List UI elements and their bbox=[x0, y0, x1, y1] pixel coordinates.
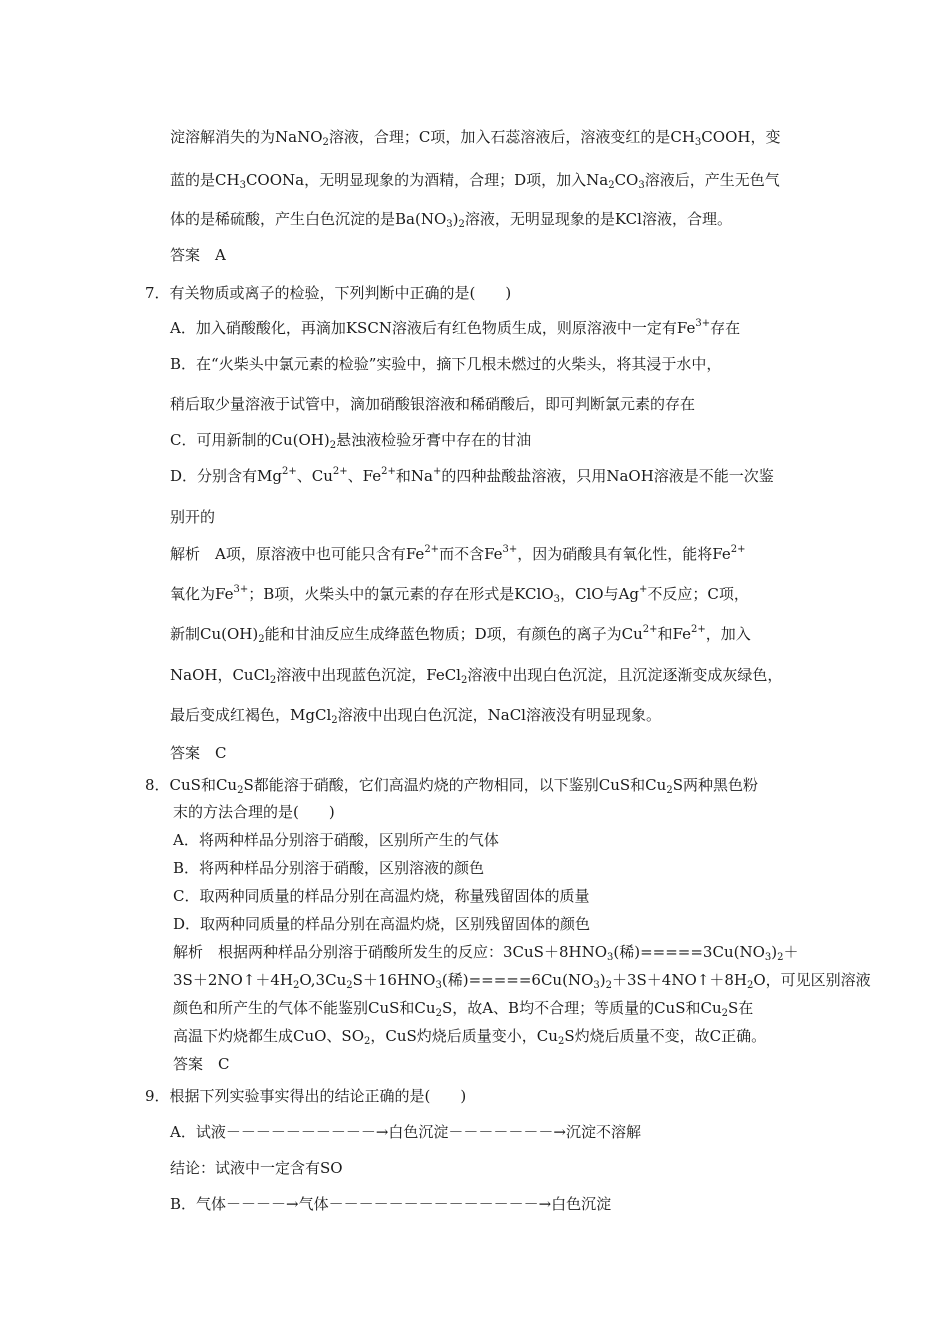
subscript: 2 bbox=[721, 1008, 728, 1019]
subscript: 2 bbox=[460, 675, 468, 686]
text-run: 新制Cu(OH) bbox=[170, 625, 259, 643]
text-run: 蓝的是CH bbox=[170, 171, 240, 189]
subscript: 3 bbox=[553, 594, 560, 605]
subscript: 3 bbox=[607, 952, 614, 963]
q8-option-c: C．取两种同质量的样品分别在高温灼烧，称量残留固体的质量 bbox=[173, 887, 590, 905]
text-run: ) bbox=[771, 943, 778, 961]
text-run: 存在 bbox=[710, 319, 741, 337]
q6-answer: 答案 A bbox=[170, 246, 226, 264]
subscript: 2 bbox=[557, 1036, 565, 1047]
q8-stem-line-2: 末的方法合理的是( ) bbox=[173, 803, 335, 821]
text-run: S灼烧后质量不变，故C正确。 bbox=[564, 1027, 767, 1045]
text-run: NaOH，CuCl bbox=[170, 666, 270, 684]
charge-superscript: 3+ bbox=[233, 584, 249, 595]
subscript: 2 bbox=[746, 980, 754, 991]
q9-option-b: B．气体－－－－→气体－－－－－－－－－－－－－－→白色沉淀 bbox=[170, 1195, 612, 1213]
subscript: 3 bbox=[435, 980, 442, 991]
subscript: 2 bbox=[258, 634, 265, 645]
subscript: 2 bbox=[292, 980, 300, 991]
subscript: 3 bbox=[638, 180, 645, 191]
subscript: 2 bbox=[237, 785, 244, 796]
charge-superscript: 2+ bbox=[424, 544, 440, 555]
text-run: 颜色和所产生的气体不能鉴别CuS和Cu bbox=[173, 999, 436, 1017]
charge-superscript: 3+ bbox=[502, 544, 518, 555]
text-run: 、Fe bbox=[347, 467, 382, 485]
subscript: 2 bbox=[435, 1008, 442, 1019]
text-run: A．加入硝酸酸化，再滴加KSCN溶液后有红色物质生成，则原溶液中一定有Fe bbox=[170, 319, 696, 337]
text-run: 体的是稀硫酸，产生白色沉淀的是Ba(NO bbox=[170, 210, 447, 228]
text-run: ，加入 bbox=[705, 625, 751, 643]
text-run: 而不含Fe bbox=[439, 545, 503, 563]
q7-option-a bbox=[170, 318, 740, 338]
text-run: 解析 A项，原溶液中也可能只含有Fe bbox=[170, 545, 425, 563]
text-run: ，ClO与Ag bbox=[560, 585, 640, 603]
q8-explanation-line-3 bbox=[173, 998, 753, 1018]
text-run: 氧化为Fe bbox=[170, 585, 234, 603]
text-run: COOH，变 bbox=[701, 128, 781, 146]
q9-conclusion-a: 结论：试液中一定含有SO bbox=[170, 1159, 343, 1177]
subscript: 2 bbox=[346, 980, 353, 991]
q7-explanation-line-3 bbox=[170, 624, 751, 644]
q8-explanation-line-1 bbox=[173, 942, 799, 962]
text-run: 解析 根据两种样品分别溶于硝酸所发生的反应：3CuS＋8HNO bbox=[173, 943, 608, 961]
text-run: CO bbox=[614, 171, 639, 189]
text-run: D．分别含有Mg bbox=[170, 467, 282, 485]
subscript: 2 bbox=[322, 137, 329, 148]
subscript: 2 bbox=[364, 1036, 371, 1047]
q7-option-d-line-2: 别开的 bbox=[170, 508, 216, 526]
subscript: 2 bbox=[458, 219, 465, 230]
text-run: 溶液后，产生无色气 bbox=[644, 171, 780, 189]
q9-stem: 9．根据下列实验事实得出的结论正确的是( ) bbox=[145, 1087, 467, 1105]
q8-option-a: A．将两种样品分别溶于硝酸，区别所产生的气体 bbox=[173, 831, 499, 849]
charge-superscript: 2+ bbox=[730, 544, 746, 555]
text-run: 的四种盐酸盐溶液，只用NaOH溶液是不能一次鉴 bbox=[441, 467, 774, 485]
subscript: 3 bbox=[239, 180, 246, 191]
text-run: 淀溶解消失的为NaNO bbox=[170, 128, 323, 146]
q7-explanation-line-4 bbox=[170, 665, 782, 685]
text-run: ，CuS灼烧后质量变小，Cu bbox=[370, 1027, 558, 1045]
subscript: 2 bbox=[329, 440, 337, 451]
text-run: S两种黑色粉 bbox=[672, 776, 758, 794]
subscript: 3 bbox=[764, 952, 772, 963]
q8-stem-line-1 bbox=[145, 775, 758, 795]
subscript: 2 bbox=[608, 180, 615, 191]
q7-option-b-line-1: B．在“火柴头中氯元素的检验”实验中，摘下几根未燃过的火柴头，将其浸于水中， bbox=[170, 355, 722, 373]
charge-superscript: 2+ bbox=[381, 466, 396, 477]
subscript: 3 bbox=[694, 137, 702, 148]
charge-superscript: 2+ bbox=[691, 624, 706, 635]
subscript: 2 bbox=[777, 952, 784, 963]
charge-superscript: + bbox=[639, 584, 648, 595]
q7-explanation-line-1 bbox=[170, 544, 746, 564]
text-run: O,3Cu bbox=[299, 971, 347, 989]
text-run: 、Cu bbox=[296, 467, 333, 485]
q8-option-b: B．将两种样品分别溶于硝酸，区别溶液的颜色 bbox=[173, 859, 485, 877]
q7-stem: 7．有关物质或离子的检验，下列判断中正确的是( ) bbox=[145, 284, 512, 302]
charge-superscript: 2+ bbox=[282, 466, 297, 477]
q6-explanation-line-2 bbox=[170, 170, 780, 190]
subscript: 2 bbox=[331, 715, 338, 726]
charge-superscript: 2+ bbox=[642, 624, 658, 635]
text-run: ) bbox=[599, 971, 606, 989]
text-run: ) bbox=[452, 210, 459, 228]
text-run: 和Fe bbox=[657, 625, 691, 643]
text-run: ；B项，火柴头中的氯元素的存在形式是KClO bbox=[248, 585, 554, 603]
text-run: 悬浊液检验牙膏中存在的甘油 bbox=[336, 431, 532, 449]
text-run: (稀)=====3Cu(NO bbox=[613, 943, 765, 961]
text-run: ＋ bbox=[783, 943, 799, 961]
text-run: 溶液，无明显现象的是KCl溶液，合理。 bbox=[464, 210, 732, 228]
text-run: 最后变成红褐色，MgCl bbox=[170, 706, 332, 724]
subscript: 2 bbox=[605, 980, 612, 991]
subscript: 2 bbox=[269, 675, 277, 686]
q6-explanation-line-3 bbox=[170, 209, 732, 229]
q8-explanation-line-4 bbox=[173, 1026, 766, 1046]
charge-superscript: + bbox=[432, 466, 442, 477]
text-run: S都能溶于硝酸，它们高温灼烧的产物相同，以下鉴别CuS和Cu bbox=[243, 776, 667, 794]
q6-explanation-line-1 bbox=[170, 127, 780, 147]
charge-superscript: 3+ bbox=[695, 318, 711, 329]
text-run: ＋3S＋4NO↑＋8H bbox=[611, 971, 747, 989]
text-run: 溶液，合理；C项，加入石蕊溶液后，溶液变红的是CH bbox=[328, 128, 695, 146]
q8-option-d: D．取两种同质量的样品分别在高温灼烧，区别残留固体的颜色 bbox=[173, 915, 591, 933]
text-run: 3S＋2NO↑＋4H bbox=[173, 971, 293, 989]
text-run: 和Na bbox=[395, 467, 433, 485]
q7-explanation-line-5 bbox=[170, 705, 661, 725]
text-run: 溶液中出现白色沉淀，且沉淀逐渐变成灰绿色， bbox=[467, 666, 783, 684]
text-run: C．可用新制的Cu(OH) bbox=[170, 431, 330, 449]
text-run: 8．CuS和Cu bbox=[145, 776, 238, 794]
q9-option-a: A．试液－－－－－－－－－－→白色沉淀－－－－－－－→沉淀不溶解 bbox=[170, 1123, 641, 1141]
text-run: 能和甘油反应生成绛蓝色物质；D项，有颜色的离子为Cu bbox=[264, 625, 643, 643]
subscript: 2 bbox=[666, 785, 673, 796]
text-run: 溶液中出现白色沉淀，NaCl溶液没有明显现象。 bbox=[337, 706, 661, 724]
q7-option-d-line-1 bbox=[170, 466, 774, 486]
q8-answer: 答案 C bbox=[173, 1055, 230, 1073]
text-run: 高温下灼烧都生成CuO、SO bbox=[173, 1027, 365, 1045]
subscript: 3 bbox=[446, 219, 453, 230]
text-run: COONa，无明显现象的为酒精，合理；D项，加入Na bbox=[245, 171, 609, 189]
q8-explanation-line-2 bbox=[173, 970, 871, 990]
text-run: ，因为硝酸具有氧化性，能将Fe bbox=[517, 545, 731, 563]
text-run: S在 bbox=[728, 999, 754, 1017]
text-run: S＋16HNO bbox=[352, 971, 436, 989]
q7-option-c bbox=[170, 430, 531, 450]
text-run: 溶液中出现蓝色沉淀，FeCl bbox=[276, 666, 461, 684]
text-run: S，故A、B均不合理；等质量的CuS和Cu bbox=[441, 999, 722, 1017]
q7-explanation-line-2 bbox=[170, 584, 749, 604]
text-run: (稀)=====6Cu(NO bbox=[441, 971, 594, 989]
q7-option-b-line-2: 稍后取少量溶液于试管中，滴加硝酸银溶液和稀硝酸后，即可判断氯元素的存在 bbox=[170, 395, 696, 413]
text-run: 不反应；C项， bbox=[647, 585, 749, 603]
q7-answer: 答案 C bbox=[170, 744, 227, 762]
charge-superscript: 2+ bbox=[332, 466, 348, 477]
subscript: 3 bbox=[593, 980, 600, 991]
text-run: O，可见区别溶液 bbox=[753, 971, 871, 989]
